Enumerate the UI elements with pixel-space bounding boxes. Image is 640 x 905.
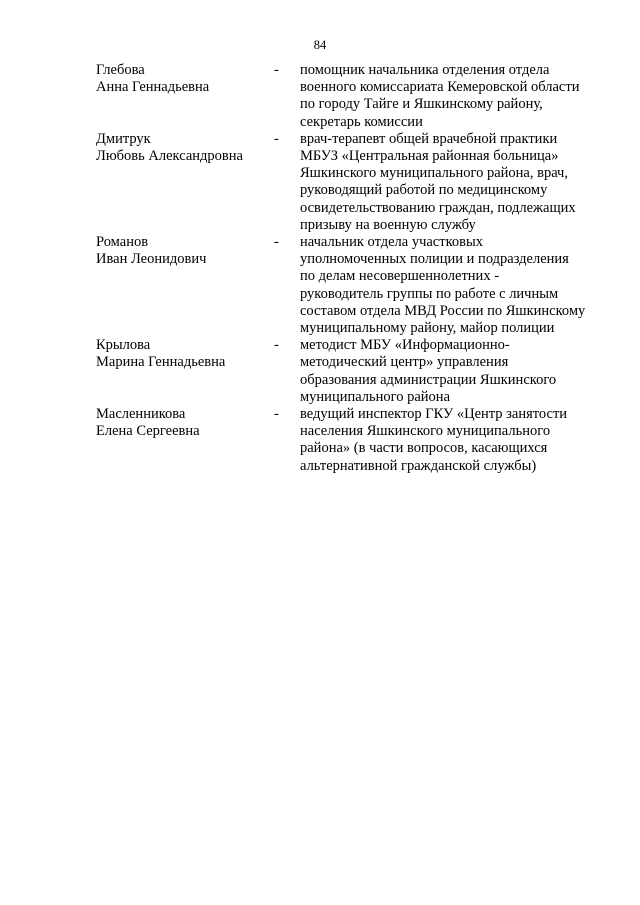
position-line: МБУЗ «Центральная районная больница»: [300, 148, 559, 165]
member-surname: Крылова: [96, 337, 151, 354]
position-line: Яшкинского муниципального района, врач,: [300, 165, 568, 182]
member-given-names: Анна Геннадьевна: [96, 79, 210, 96]
position-line: врач-терапевт общей врачебной практики: [300, 130, 558, 147]
position-line: освидетельствованию граждан, подлежащих: [300, 199, 576, 216]
member-given-names: Любовь Александровна: [96, 148, 243, 165]
member-name: [96, 234, 274, 337]
member-name: [96, 337, 274, 406]
page-number: 84: [313, 38, 327, 52]
position-line: населения Яшкинского муниципального: [300, 423, 551, 440]
entry-dash: -: [274, 234, 279, 251]
position-line: начальник отдела участковых: [300, 234, 483, 251]
member-surname: Романов: [96, 234, 149, 251]
member-given-names: Иван Леонидович: [96, 251, 207, 268]
position-line: секретарь комиссии: [300, 113, 423, 130]
position-line: муниципальному району, майор полиции: [300, 320, 555, 337]
entry-dash: -: [274, 130, 279, 147]
entry-dash: -: [274, 62, 279, 78]
position-line: составом отдела МВД России по Яшкинскому: [300, 302, 586, 319]
member-entry: [96, 234, 616, 337]
position-line: ведущий инспектор ГКУ «Центр занятости: [300, 406, 568, 423]
member-entry: [96, 131, 616, 234]
commission-member-list: [96, 62, 616, 475]
position-line: муниципального района: [300, 388, 450, 405]
position-line: образования администрации Яшкинского: [300, 371, 557, 388]
member-entry: [96, 62, 616, 131]
position-line: руководящий работой по медицинскому: [300, 182, 548, 199]
member-given-names: Марина Геннадьевна: [96, 354, 226, 371]
member-surname: Дмитрук: [96, 130, 151, 147]
member-name: [96, 62, 274, 131]
member-name: [96, 131, 274, 234]
entry-dash: -: [274, 406, 279, 423]
position-line: по делам несовершеннолетних -: [300, 268, 500, 285]
member-entry: [96, 337, 616, 406]
position-line: военного комиссариата Кемеровской области: [300, 79, 580, 96]
position-line: методический центр» управления: [300, 354, 509, 371]
position-line: методист МБУ «Информационно-: [300, 337, 510, 354]
member-position: [300, 337, 616, 406]
member-given-names: Елена Сергеевна: [96, 423, 200, 440]
member-position: [300, 62, 616, 131]
position-line: помощник начальника отделения отдела: [300, 62, 550, 78]
position-line: призыву на военную службу: [300, 216, 476, 233]
position-line: района» (в части вопросов, касающихся: [300, 440, 548, 457]
entry-dash: -: [274, 337, 279, 354]
member-position: [300, 131, 616, 234]
member-name: [96, 406, 274, 475]
member-surname: Глебова: [96, 62, 145, 78]
member-entry: [96, 406, 616, 475]
position-line: руководитель группы по работе с личным: [300, 285, 559, 302]
member-position: [300, 406, 616, 475]
member-position: [300, 234, 616, 337]
position-line: уполномоченных полиции и подразделения: [300, 251, 569, 268]
position-line: альтернативной гражданской службы): [300, 457, 537, 474]
position-line: по городу Тайге и Яшкинскому району,: [300, 96, 543, 113]
member-surname: Масленникова: [96, 406, 186, 423]
